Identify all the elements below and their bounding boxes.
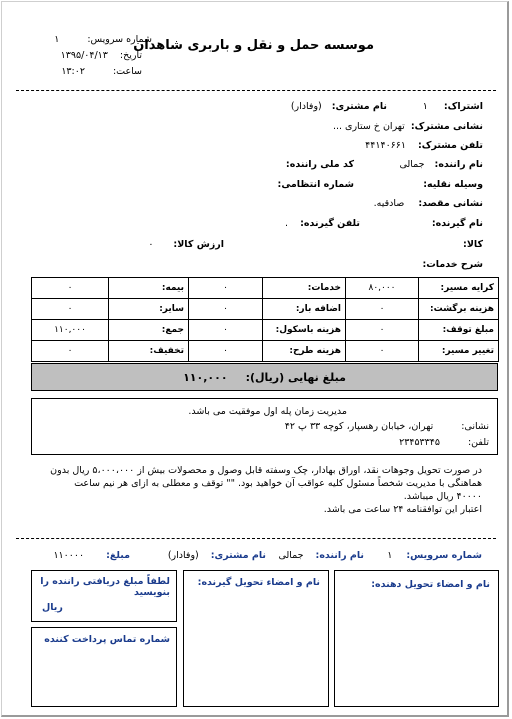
rial-label: ریال	[42, 602, 63, 613]
discount-value: ۰	[32, 341, 109, 362]
stub-amount: مبلغ: ۱۱۰۰۰۰	[53, 550, 130, 561]
time-label: ساعت:	[112, 66, 142, 77]
sum-label: جمع:	[109, 320, 189, 341]
route-change-label: تغییر مسیر:	[419, 341, 499, 362]
terms-text	[12, 464, 482, 516]
terms-line: در صورت تحویل وجوهات نقد، اوراق بهادار، چک وسفته قابل وصول و محصولات بیش از ۵،۰۰۰،۰۰۰ ریال بدون	[50, 465, 482, 476]
terms-line: هماهنگی با مدیریت شخصاً مسئول کلیه عواقب آن خواهید بود. "" توقف و معطلی به ازای هر نیم ساعت	[74, 478, 482, 489]
traffic-plan-cost-label: هزینه طرح:	[263, 341, 346, 362]
service-number-value: ۱	[54, 34, 60, 45]
charges-table	[31, 277, 499, 362]
other-value: ۰	[32, 299, 109, 320]
insurance-label: بیمه:	[109, 278, 189, 299]
scale-cost-value: ۰	[189, 320, 263, 341]
subscription-field: اشتراک: ۱	[422, 101, 483, 112]
overload-label: اضافه بار:	[263, 299, 346, 320]
time-value: ۱۳:۰۲	[61, 66, 85, 77]
charges-row	[32, 320, 499, 341]
route-fare-value: ۸۰,۰۰۰	[346, 278, 419, 299]
date-value: ۱۳۹۵/۰۴/۱۳	[60, 50, 108, 61]
receiver-signature-label: نام و امضاء تحویل گیرنده:	[197, 577, 320, 588]
stub-driver-name: نام راننده: جمالی	[278, 550, 364, 561]
header-time	[61, 66, 142, 77]
insurance-value: ۰	[32, 278, 109, 299]
route-change-value: ۰	[346, 341, 419, 362]
return-cost-value: ۰	[346, 299, 419, 320]
final-amount-label: مبلغ نهایی (ریال):	[245, 370, 346, 384]
vehicle-field: وسیله نقلیه:	[423, 179, 483, 190]
stub-service-number: شماره سرویس: ۱	[387, 550, 482, 561]
company-address: نشانی: تهران، خیابان رهسپار، کوچه ۳۳ پ ۴۲	[284, 421, 489, 432]
overload-value: ۰	[189, 299, 263, 320]
customer-phone-field: تلفن مشترک: ۴۴۱۴۰۶۶۱	[365, 140, 483, 151]
scale-cost-label: هزینه باسکول:	[263, 320, 346, 341]
payer-contact-box	[31, 627, 177, 707]
tear-off-divider	[16, 538, 496, 539]
other-label: سایر:	[109, 299, 189, 320]
final-amount-bar	[31, 363, 498, 391]
terms-line: ۴۰۰۰۰ ریال میباشد.	[403, 491, 482, 502]
customer-address-field: نشانی مشترک: تهران خ ستاری ...	[332, 121, 483, 132]
charges-row	[32, 278, 499, 299]
disciplinary-number-field: شماره انتظامی:	[277, 179, 354, 190]
stop-fee-label: مبلغ توقف:	[419, 320, 499, 341]
company-phone: تلفن: ۲۳۴۵۳۳۴۵	[399, 437, 489, 448]
goods-field: کالا:	[463, 239, 483, 250]
company-info-box	[31, 398, 498, 455]
receiver-signature-box	[183, 570, 329, 707]
driver-name-field: نام راننده: جمالی	[399, 159, 483, 170]
stop-fee-value: ۰	[346, 320, 419, 341]
discount-label: تخفیف:	[109, 341, 189, 362]
destination-field: نشانی مقصد: صادقیه.	[373, 198, 483, 209]
stub-customer-name: نام مشتری: (وفادار)	[167, 550, 266, 561]
service-number-label: شماره سرویس:	[87, 34, 152, 45]
deliverer-signature-label: نام و امضاء تحویل دهنده:	[371, 579, 490, 590]
company-title: موسسه حمل و نقل و باربری شاهدان	[133, 38, 374, 53]
final-amount-value: ۱۱۰,۰۰۰	[183, 370, 228, 384]
charges-row	[32, 341, 499, 362]
services-description-field: شرح خدمات:	[422, 259, 483, 270]
terms-line: اعتبار این توافقنامه ۲۴ ساعت می باشد.	[323, 504, 482, 515]
services-value: ۰	[189, 278, 263, 299]
payer-contact-label: شماره تماس پرداخت کننده	[44, 634, 170, 645]
route-fare-label: کرایه مسیر:	[419, 278, 499, 299]
header-divider	[16, 90, 496, 91]
goods-value-field: ارزش کالا: ۰	[148, 239, 224, 250]
deliverer-signature-box	[334, 570, 499, 707]
receiver-name-field: نام گیرنده:	[431, 218, 483, 229]
charges-row	[32, 299, 499, 320]
driver-national-code-field: کد ملی راننده:	[285, 159, 354, 170]
date-label: تاریخ:	[119, 50, 142, 61]
receiver-phone-field: تلفن گیرنده: .	[285, 218, 360, 229]
header-service-number	[54, 34, 152, 45]
management-slogan: مدیریت زمان پله اول موفقیت می باشد.	[188, 406, 347, 417]
driver-amount-box	[31, 570, 177, 622]
return-cost-label: هزینه برگشت:	[419, 299, 499, 320]
header-date	[61, 50, 142, 61]
customer-name-field: نام مشتری: (وفادار)	[290, 101, 387, 112]
services-label: خدمات:	[263, 278, 346, 299]
driver-amount-note: لطفاً مبلغ دریافتی راننده را بنویسید	[40, 576, 170, 598]
sum-value: ۱۱۰,۰۰۰	[32, 320, 109, 341]
traffic-plan-cost-value: ۰	[189, 341, 263, 362]
